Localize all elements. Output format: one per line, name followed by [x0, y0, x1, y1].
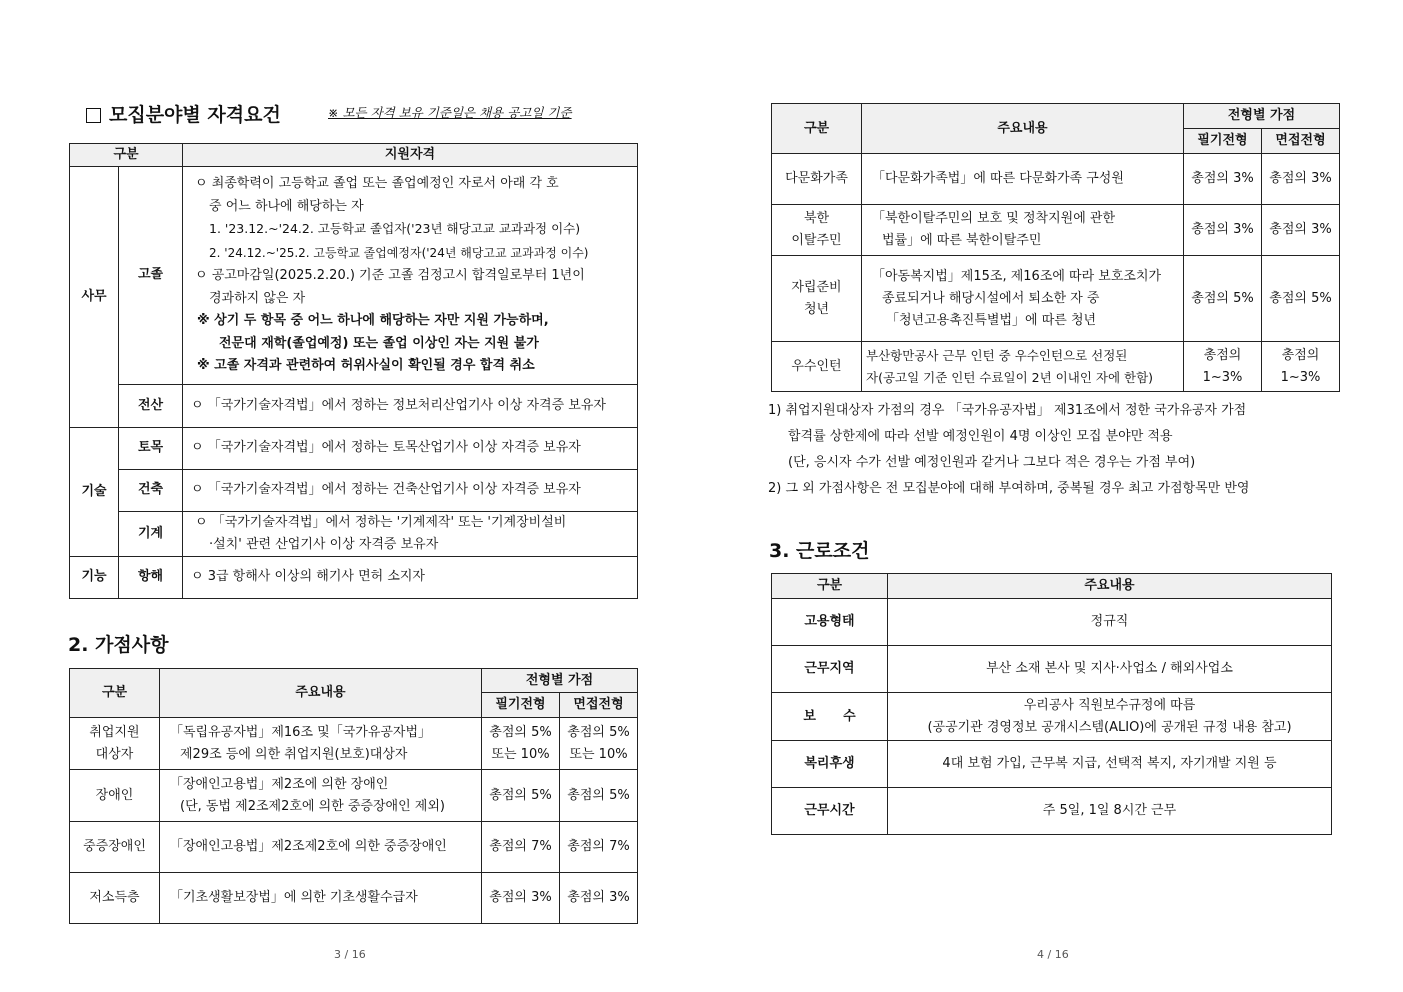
table-row: 우수인턴 부산항만공사 근무 인턴 중 우수인턴으로 선정된 자(공고일 기준 인턴 수료일이 2년 이내인 자에 한함) 총점의 1~3% 총점의 1~3%: [772, 342, 1340, 392]
table-row: 다문화가족 「다문화가족법」에 따른 다문화가족 구성원 총점의 3% 총점의 3%: [772, 154, 1340, 205]
page-3: [0, 0, 700, 992]
bonus-table: [69, 668, 638, 924]
bonus-table-continued: [771, 103, 1340, 392]
checkbox-icon: [86, 108, 101, 123]
header-qualification: 지원자격: [183, 144, 638, 167]
mech-qualification: ㅇ 「국가기술자격법」에서 정하는 '기계제작' 또는 '기계장비설비 ·설치' 관련 산업기사 이상 자격증 보유자: [183, 511, 638, 556]
table-row: 장애인 「장애인고용법」제2조에 의한 장애인 (단, 동법 제2조제2호에 의한 중증장애인 제외) 총점의 5% 총점의 5%: [70, 770, 638, 822]
bonus-header-division: 구분: [70, 669, 160, 718]
page-number: 3 / 16: [334, 948, 366, 961]
bonus2-header-written: 필기전형: [1184, 129, 1262, 154]
table-row: 저소득층 「기초생활보장법」에 의한 기초생활수급자 총점의 3% 총점의 3%: [70, 873, 638, 924]
bonus-header-group: 전형별 가점: [482, 669, 638, 693]
sub-arch: 건축: [119, 469, 183, 511]
it-qualification: ㅇ 「국가기술자격법」에서 정하는 정보처리산업기사 이상 자격증 보유자: [183, 384, 638, 427]
nav-qualification: ㅇ 3급 항해사 이상의 해기사 면허 소지자: [183, 556, 638, 598]
sub-highschool: 고졸: [119, 167, 183, 385]
header-division: 구분: [70, 144, 183, 167]
bonus2-header-main: 주요내용: [862, 104, 1184, 154]
bonus2-header-division: 구분: [772, 104, 862, 154]
arch-qualification: ㅇ 「국가기술자격법」에서 정하는 건축산업기사 이상 자격증 보유자: [183, 469, 638, 511]
qualification-table: [69, 143, 638, 599]
page-number: 4 / 16: [1037, 948, 1069, 961]
sub-it: 전산: [119, 384, 183, 427]
category-skill: 기능: [70, 556, 119, 598]
civil-qualification: ㅇ 「국가기술자격법」에서 정하는 토목산업기사 이상 자격증 보유자: [183, 427, 638, 469]
sub-mech: 기계: [119, 511, 183, 556]
category-office: 사무: [70, 167, 119, 428]
qualification-notice: ※ 모든 자격 보유 기준일은 채용 공고일 기준: [328, 105, 572, 120]
sub-civil: 토목: [119, 427, 183, 469]
bonus-header-written: 필기전형: [482, 693, 560, 718]
work-header-main: 주요내용: [888, 574, 1332, 599]
category-tech: 기술: [70, 427, 119, 556]
table-row: 고용형태 정규직: [772, 599, 1332, 646]
table-row: 취업지원 대상자 「독립유공자법」제16조 및「국가유공자법」 제29조 등에 의한 취업지원(보호)대상자 총점의 5% 또는 10% 총점의 5% 또는 10%: [70, 718, 638, 770]
table-row: 근무시간 주 5일, 1일 8시간 근무: [772, 788, 1332, 835]
work-header-division: 구분: [772, 574, 888, 599]
bonus-header-main: 주요내용: [160, 669, 482, 718]
qualification-section-title: 모집분야별 자격요건: [86, 100, 281, 127]
table-row: 복리후생 4대 보험 가입, 근무복 지급, 선택적 복지, 자기개발 지원 등: [772, 741, 1332, 788]
bonus2-header-interview: 면접전형: [1262, 129, 1340, 154]
table-row: 중증장애인 「장애인고용법」제2조제2호에 의한 중증장애인 총점의 7% 총점의 7%: [70, 822, 638, 873]
sub-nav: 항해: [119, 556, 183, 598]
table-row: 근무지역 부산 소재 본사 및 지사·사업소 / 해외사업소: [772, 646, 1332, 693]
bonus-notes: 1) 취업지원대상자 가점의 경우 「국가유공자법」 제31조에서 정한 국가유공자 가점 합격률 상한제에 따라 선발 예정인원이 4명 이상인 모집 분야만 적용 (단, 응시자 수가 선발 예정인원과 같거나 그보다 적은 경우는 가점 부여) 2) 그 외 가점사항은 전 모집분야에 대해 부여하며, 중복될 경우 최고 가점항목만 반영: [768, 403, 1250, 496]
table-row: 북한 이탈주민 「북한이탈주민의 보호 및 정착지원에 관한 법률」에 따른 북한이탈주민 총점의 3% 총점의 3%: [772, 205, 1340, 256]
table-row: 보 수 우리공사 직원보수규정에 따름 (공공기관 경영정보 공개시스템(ALIO)에 공개된 규정 내용 참고): [772, 693, 1332, 741]
table-row: 자립준비 청년 「아동복지법」제15조, 제16조에 따라 보호조치가 종료되거나 해당시설에서 퇴소한 자 중 「청년고용촉진특별법」에 따른 청년 총점의 5% 총점의 5%: [772, 256, 1340, 342]
bonus-section-title: 2. 가점사항: [68, 634, 169, 656]
highschool-qualification: ㅇ 최종학력이 고등학교 졸업 또는 졸업예정인 자로서 아래 각 호 중 어느 하나에 해당하는 자 1. '23.12.~'24.2. 고등학교 졸업자('23년 해당고교 교과과정 이수) 2. '24.12.~'25.2. 고등학교 졸업예정자('24년 해당고교 교과과정 이수) ㅇ 공고마감일(2025.2.20.) 기준 고졸 검정고시 합격일로부터 1년이 경과하지 않은 자 ※ 상기 두 항목 중 어느 하나에 해당하는 자만 지원 가능하며, 전문대 재학(졸업예정) 또는 졸업 이상인 자는 지원 불가 ※ 고졸 자격과 관련하여 허위사실이 확인될 경우 합격 취소: [183, 167, 638, 385]
work-section-title: 3. 근로조건: [769, 540, 870, 562]
bonus2-header-group: 전형별 가점: [1184, 104, 1340, 129]
bonus-header-interview: 면접전형: [560, 693, 638, 718]
work-conditions-table: [771, 573, 1332, 835]
page-4: [700, 0, 1403, 992]
